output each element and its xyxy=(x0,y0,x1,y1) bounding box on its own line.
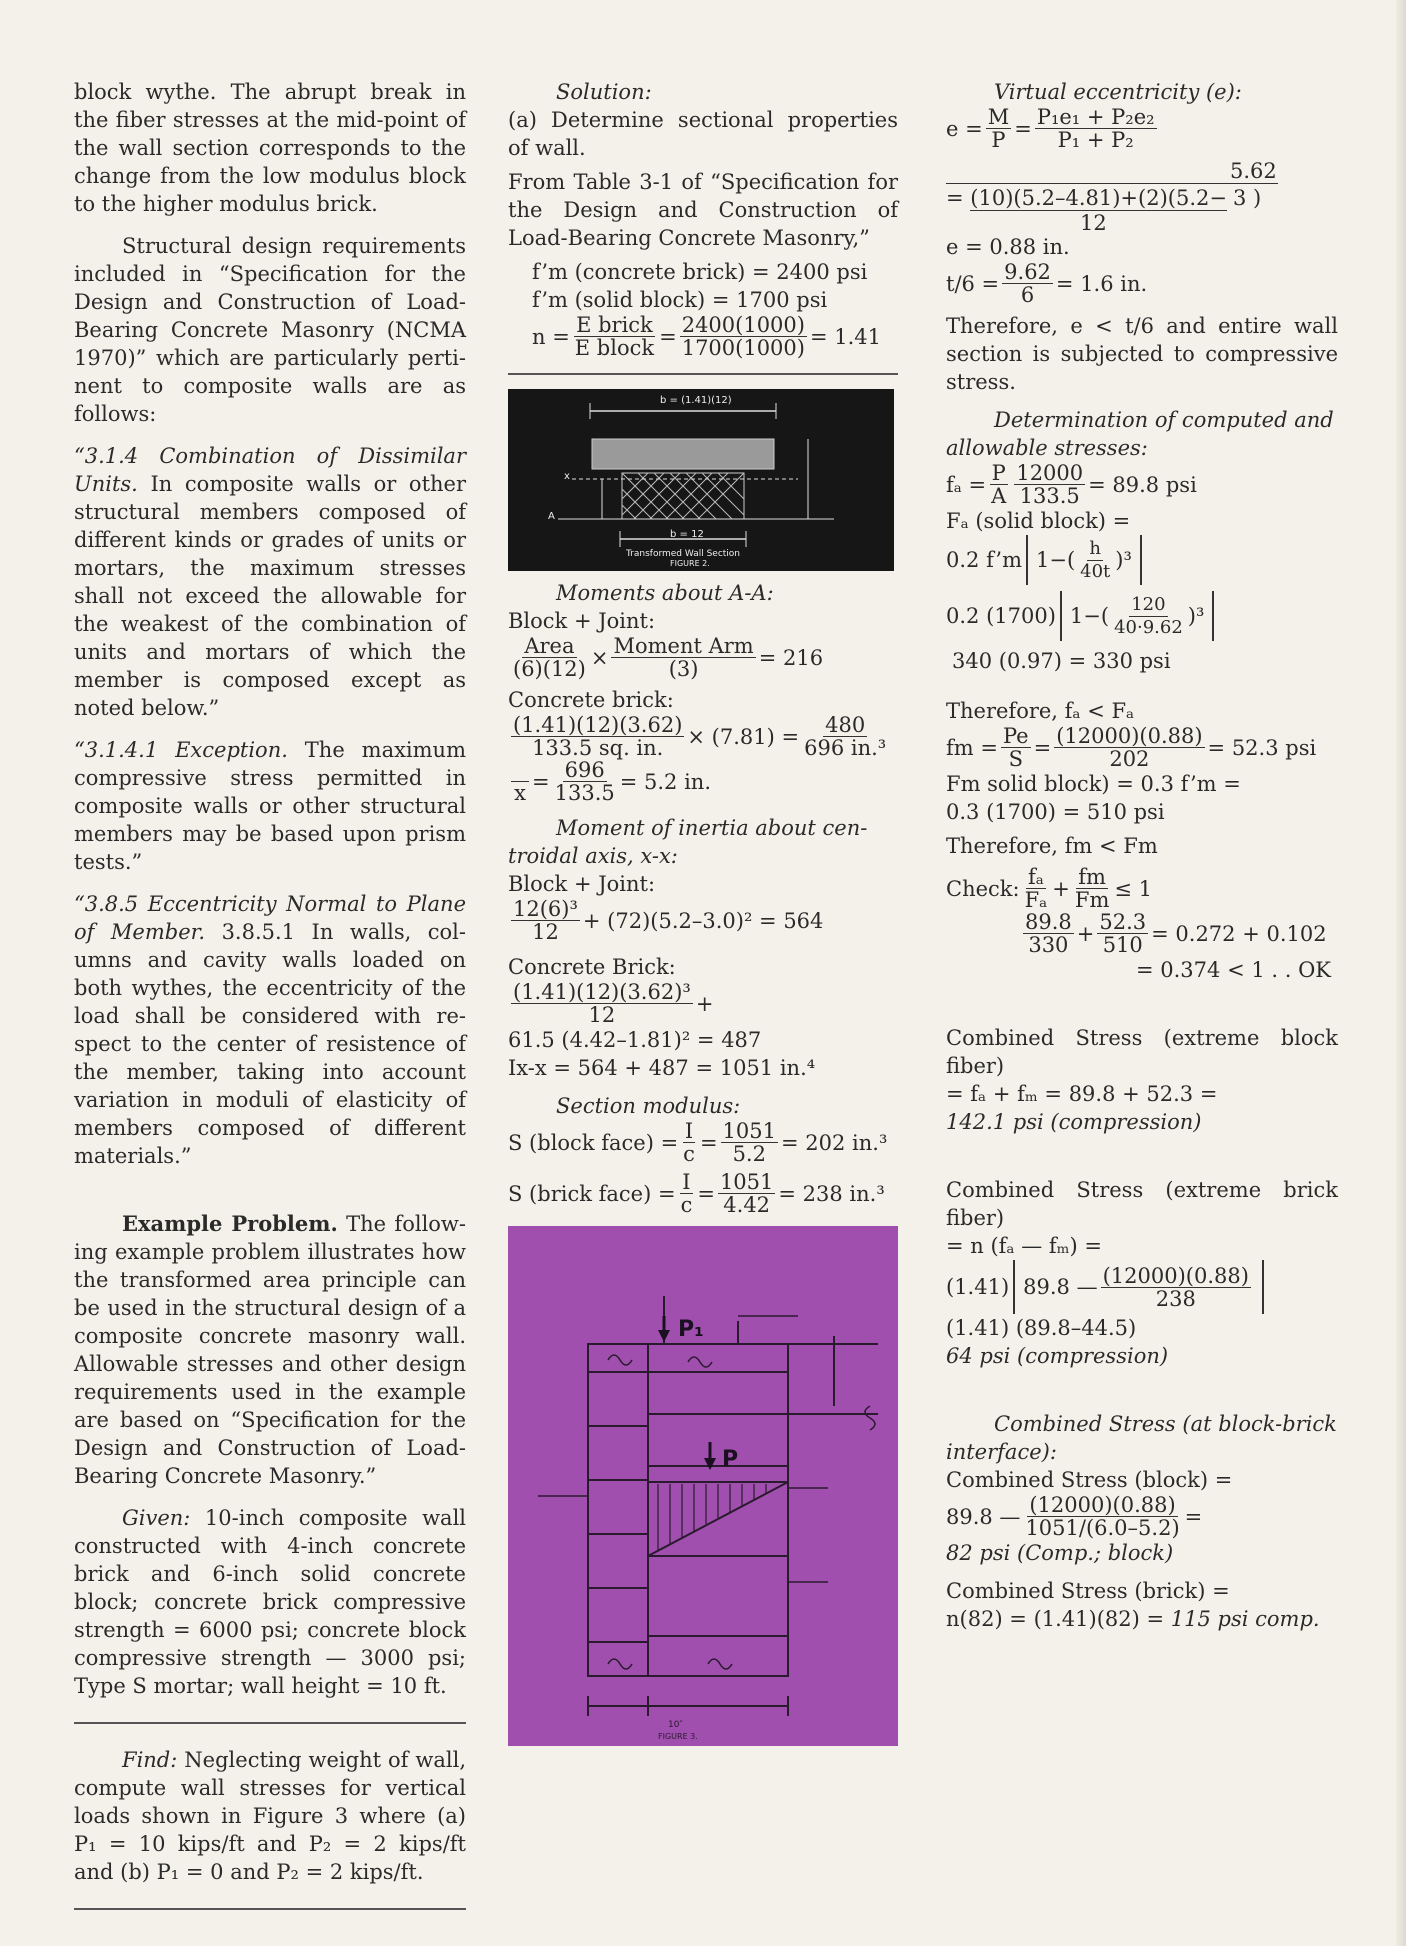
combined-stress-block-result: 82 psi (Comp.; block) xyxy=(946,1541,1174,1565)
example-title: Example Problem. xyxy=(122,1211,338,1236)
eq-text: = 238 in.³ xyxy=(778,1181,885,1206)
denominator: 12 xyxy=(532,920,559,944)
equation-n xyxy=(508,314,898,359)
eq-text: ≤ 1 xyxy=(1114,876,1152,901)
quote-body: The maximum compressive stress permitted in composite walls or other structural members may be based upon prism tests.” xyxy=(74,738,466,874)
denominator: P xyxy=(991,128,1006,152)
eq-text: = xyxy=(659,324,677,349)
denominator: S xyxy=(1008,747,1023,771)
eq-text: 0.2 (1700) xyxy=(946,604,1056,628)
denominator: 4.42 xyxy=(723,1193,771,1217)
denominator: 133.5 xyxy=(1019,484,1080,508)
step-a: (a) Determine sectional properties of wall. xyxy=(508,108,898,160)
eq-text: fₐ = xyxy=(946,472,987,497)
denominator: 1051/(6.0–5.2) xyxy=(1025,1516,1180,1540)
numerator: (1.41)(12)(3.62)³ xyxy=(513,980,691,1004)
equation-moment-block xyxy=(508,635,898,680)
numerator: Moment Arm xyxy=(613,634,754,658)
find-body: Neglecting weight of wall, compute wall stresses for vertical loads shown in Figure 3 where (a) P₁ = 10 kips/ft and P₂ = 2 kips/ft and (b) P₁ = 0 and P₂ = 2 kips/ft. xyxy=(74,1748,466,1884)
e-numerator-line: = (10)(5.2–4.81)+(2)(5.2− 3 ) xyxy=(946,183,1261,212)
example-problem xyxy=(74,1210,466,1490)
quote-3-1-4-1 xyxy=(74,736,466,876)
fraction xyxy=(511,981,693,1026)
fraction xyxy=(1073,866,1111,911)
column-2 xyxy=(508,78,898,1746)
final-result: 115 psi comp. xyxy=(1170,1607,1320,1631)
eq-text: n(82) = (1.41)(82) = xyxy=(946,1607,1171,1631)
equation-combined-brick xyxy=(946,1260,1338,1314)
numerator: 120 xyxy=(1131,593,1166,615)
denominator: A xyxy=(991,484,1007,508)
eq-text: )³ xyxy=(1115,548,1132,572)
denominator: 510 xyxy=(1102,933,1143,957)
numerator: 89.8 xyxy=(1025,910,1072,934)
figure-2-axis-a: A xyxy=(548,511,555,522)
fraction xyxy=(1023,911,1074,956)
figure-2-bottom-dim: b = 12 xyxy=(670,529,704,540)
eq-text: + xyxy=(1052,876,1070,901)
fraction xyxy=(511,714,684,759)
fraction xyxy=(1014,462,1085,507)
fraction xyxy=(1002,261,1053,306)
quote-3-1-4 xyxy=(74,442,466,722)
equation-Fa-1 xyxy=(946,535,1338,585)
denominator: 330 xyxy=(1028,933,1069,957)
given-body: 10-inch composite wall constructed with 4-inch concrete brick and 6-inch solid concrete block; concrete brick compressive strength = 6000 psi; concrete block compressive strength — 3000 psi; Type S mortar; wall height = 10 ft. xyxy=(74,1506,466,1698)
fm-block: f’m (solid block) = 1700 psi xyxy=(532,288,828,312)
figure-3-caption: FIGURE 3. xyxy=(658,1732,698,1741)
fraction xyxy=(1101,1265,1251,1310)
fraction xyxy=(681,1120,697,1165)
denominator: c xyxy=(680,1193,693,1217)
fraction xyxy=(511,759,529,804)
eq-text: = 0.272 + 0.102 xyxy=(1151,921,1327,946)
combined-stress-brick-heading: Combined Stress (extreme brick fiber) xyxy=(946,1178,1338,1230)
equation-fa xyxy=(946,462,1338,507)
numerator: (12000)(0.88) xyxy=(1029,1493,1176,1517)
numerator: 480 xyxy=(825,713,866,737)
Fm-line-1: Fm solid block) = 0.3 f’m = xyxy=(946,772,1241,796)
fraction xyxy=(679,1171,695,1216)
denominator: 5.2 xyxy=(732,1142,766,1166)
numerator: I xyxy=(682,1170,691,1194)
equation-s-block xyxy=(508,1120,898,1165)
denominator: 6 xyxy=(1020,283,1035,307)
equation-inertia-block xyxy=(508,898,898,943)
find-label: Find: xyxy=(122,1748,178,1772)
combined-stress-brick-result: 64 psi (compression) xyxy=(946,1344,1169,1368)
eq-text: 0.2 f’m xyxy=(946,548,1022,572)
e-close: ) xyxy=(1253,186,1262,210)
combined-stress-block-line: = fₐ + fₘ = 89.8 + 52.3 = xyxy=(946,1082,1218,1106)
divider xyxy=(74,1908,466,1910)
quote-body: 3.8.5.1 In walls, col-umns and cavity walls loaded on both wythes, the eccentricity of the load shall be considered with re-spect to the center of resistence of the member, taking into account variation in moduli of elasticity of members composed of different materials.” xyxy=(74,920,466,1168)
inertia-total: Ix-x = 564 + 487 = 1051 in.⁴ xyxy=(508,1056,816,1080)
eq-text: = 89.8 psi xyxy=(1088,472,1197,497)
eq-text: 1−( xyxy=(1069,604,1110,628)
therefore-fa: Therefore, fₐ < Fₐ xyxy=(946,699,1135,723)
fraction xyxy=(1023,1494,1181,1539)
eq-text: = 1.41 xyxy=(809,324,882,349)
eq-text: + xyxy=(695,991,714,1016)
combined-stress-interface-heading: Combined Stress (at block-brick interface): xyxy=(946,1412,1337,1464)
fraction xyxy=(1001,725,1031,770)
fraction xyxy=(680,314,807,359)
fraction xyxy=(1097,911,1148,956)
find xyxy=(74,1746,466,1886)
equation-fm xyxy=(946,725,1338,770)
eq-text: e = xyxy=(946,116,983,141)
divider xyxy=(74,1722,466,1724)
denominator: Fm xyxy=(1074,888,1110,912)
fraction xyxy=(611,635,755,680)
combined-stress-brick-label: Combined Stress (brick) = xyxy=(946,1579,1230,1603)
eq-text: S (block face) = xyxy=(508,1130,679,1155)
quote-3-8-5 xyxy=(74,890,466,1170)
equation-inertia-brick xyxy=(508,981,898,1026)
divider xyxy=(508,373,898,375)
fraction xyxy=(718,1171,775,1216)
eq-text: = xyxy=(699,1130,718,1155)
combined-stress-brick-final xyxy=(946,1605,1338,1633)
e-numerator: (10)(5.2–4.81)+(2)(5.2− xyxy=(970,186,1227,210)
numerator: M xyxy=(987,105,1010,129)
fraction xyxy=(1078,538,1112,583)
numerator: (12000)(0.88) xyxy=(1056,724,1203,748)
numerator: 9.62 xyxy=(1004,260,1051,284)
equation-Fa-2 xyxy=(946,591,1338,641)
equation-combined-interface xyxy=(946,1494,1338,1539)
fraction xyxy=(721,1120,778,1165)
block-joint-label: Block + Joint: xyxy=(508,872,656,896)
numerator: 52.3 xyxy=(1099,910,1147,934)
denominator: Fₐ xyxy=(1024,888,1048,912)
example-body: The follow-ing example problem illustrates how the transformed area principle can be used in the structural design of a composite concrete masonry wall. Allowable stresses and other design requirements used in the example are based on “Specification for the Design and Construction of Load-Bearing Concrete Masonry.” xyxy=(74,1212,466,1488)
figure-3-wall-loading xyxy=(508,1226,898,1746)
equation-moment-brick xyxy=(508,714,898,759)
denominator: 133.5 xyxy=(554,781,615,805)
Fa-result: 340 (0.97) = 330 psi xyxy=(952,649,1171,673)
eq-text: S (brick face) = xyxy=(508,1181,676,1206)
numerator: 12(6)³ xyxy=(513,897,578,921)
denominator: 12 xyxy=(588,1003,616,1027)
numerator: h xyxy=(1089,537,1101,559)
numerator: (12000)(0.88) xyxy=(1102,1263,1249,1288)
paragraph: block wythe. The abrupt break in the fiber stresses at the mid-point of the wall section corresponds to the change from the low modulus block to the higher modulus brick. xyxy=(74,80,466,216)
bracket xyxy=(1013,1260,1264,1314)
numerator: 1051 xyxy=(719,1170,774,1194)
moment-of-inertia-heading: Moment of inertia about cen-troidal axis, x-x: xyxy=(508,816,868,868)
numerator: (1.41)(12)(3.62) xyxy=(513,713,683,737)
numerator: 2400(1000) xyxy=(681,313,805,337)
eq-text: = xyxy=(1184,1504,1203,1529)
figure-3-load-p: P xyxy=(722,1447,739,1472)
denominator: c xyxy=(683,1142,695,1166)
numerator: fm xyxy=(1078,865,1106,889)
quote-body: In composite walls or other structural members composed of different kinds or grades of units or mortars, the maximum stresses shall not exceed the allowable for the weakest of the combination of units and mortars of which the member is composed except as noted below.” xyxy=(74,472,466,720)
eq-text: × (7.81) = xyxy=(687,724,800,749)
block-joint-label: Block + Joint: xyxy=(508,609,656,633)
eq-text: 89.8 — xyxy=(946,1504,1021,1529)
e-top-denominator: 3 xyxy=(1232,186,1247,210)
denominator: P₁ + P₂ xyxy=(1057,128,1134,152)
virtual-eccentricity-heading: Virtual eccentricity (e): xyxy=(994,80,1242,104)
section-modulus-heading: Section modulus: xyxy=(556,1094,741,1118)
column-1 xyxy=(74,78,466,1924)
combined-stress-block-label: Combined Stress (block) = xyxy=(946,1468,1233,1492)
numerator: P₁e₁ + P₂e₂ xyxy=(1036,105,1155,129)
denominator: (3) xyxy=(668,657,699,681)
equation-t6 xyxy=(946,261,1338,306)
fraction xyxy=(989,462,1008,507)
eq-text: = xyxy=(697,1181,715,1206)
table-reference: From Table 3-1 of “Specification for the Design and Construction of Load-Bearing Concrete Masonry,” xyxy=(508,170,898,250)
numerator: fₐ xyxy=(1027,865,1044,889)
combined-stress-brick-line: = n (fₐ — fₘ) = xyxy=(946,1234,1103,1258)
paragraph: Therefore, e < t/6 and entire wall section is subjected to compressive stress. xyxy=(946,314,1338,394)
concrete-brick-label: Concrete brick: xyxy=(508,688,674,712)
equation-e xyxy=(946,106,1338,151)
fraction xyxy=(553,759,617,804)
stresses-heading: Determination of computed and allowable stresses: xyxy=(946,408,1334,460)
bracket xyxy=(1060,591,1215,641)
numerator: Pe xyxy=(1002,724,1029,748)
denominator: 40t xyxy=(1080,560,1111,582)
denominator: x xyxy=(514,781,526,805)
combined-stress-block-heading: Combined Stress (extreme block fiber) xyxy=(946,1026,1338,1078)
denominator: (6)(12) xyxy=(513,657,586,681)
fraction xyxy=(511,898,580,943)
figure-2-top-dim: b = (1.41)(12) xyxy=(660,395,732,406)
denominator: 238 xyxy=(1155,1286,1196,1311)
eq-text: = 1.6 in. xyxy=(1055,271,1148,296)
denominator: 202 xyxy=(1109,747,1150,771)
eq-text: 89.8 — xyxy=(1023,1275,1098,1299)
solution-heading: Solution: xyxy=(556,80,652,104)
numerator: 696 xyxy=(564,758,605,782)
concrete-brick-label: Concrete Brick: xyxy=(508,955,676,979)
fraction xyxy=(802,714,888,759)
page-edge xyxy=(1396,0,1406,1946)
eq-text: 1−( xyxy=(1035,548,1076,572)
denominator: 40·9.62 xyxy=(1114,616,1183,638)
quote-title: “3.1.4.1 Exception. xyxy=(74,738,288,762)
fraction xyxy=(1035,106,1157,151)
denominator: 1700(1000) xyxy=(681,336,805,360)
fm-brick: f’m (concrete brick) = 2400 psi xyxy=(532,260,868,284)
fraction xyxy=(1112,594,1185,639)
therefore-fm: Therefore, fm < Fm xyxy=(946,834,1158,858)
e-value: e = 0.88 in. xyxy=(946,235,1070,259)
eq-text: = xyxy=(532,769,550,794)
figure-3-dimension: 10″ xyxy=(668,1720,683,1730)
combined-stress-brick-line-3: (1.41) (89.8–44.5) xyxy=(946,1316,1137,1340)
eq-text: × xyxy=(590,645,609,670)
figure-2-caption: Transformed Wall Section xyxy=(626,549,741,559)
denominator: 696 in.³ xyxy=(804,736,887,760)
eq-text: = 52.3 psi xyxy=(1207,735,1317,760)
figure-2-transformed-section xyxy=(508,389,894,571)
Fa-label: Fₐ (solid block) = xyxy=(946,509,1131,533)
numerator: Area xyxy=(524,634,575,658)
fraction xyxy=(573,314,656,359)
fraction xyxy=(1023,866,1050,911)
e-denominator: 12 xyxy=(1080,211,1107,235)
e-top-value: 5.62 xyxy=(1230,159,1277,183)
eq-text: (1.41) xyxy=(946,1275,1010,1299)
eq-text: Check: xyxy=(946,876,1020,901)
fraction xyxy=(511,635,588,680)
bracket xyxy=(1026,535,1142,585)
column-3 xyxy=(946,78,1338,1633)
equation-check xyxy=(946,866,1338,911)
eq-text: = xyxy=(1033,735,1052,760)
check-result: = 0.374 < 1 . . OK xyxy=(1136,958,1331,982)
equation-s-brick xyxy=(508,1171,898,1216)
eq-text: = xyxy=(1014,116,1032,141)
numerator: P xyxy=(991,461,1006,485)
numerator: 1051 xyxy=(722,1119,776,1143)
figure-2-axis-x: x xyxy=(564,471,570,482)
inertia-brick-term: 61.5 (4.42–1.81)² = 487 xyxy=(508,1028,762,1052)
denominator: E block xyxy=(574,336,655,360)
eq-text: = 5.2 in. xyxy=(619,769,711,794)
figure-3-load-p1: P₁ xyxy=(678,1317,704,1342)
numerator: 12000 xyxy=(1016,461,1084,485)
quote-title: “3.8.5 Eccentricity Normal to Plane of Member. xyxy=(74,892,466,944)
paragraph: Structural design requirements included in “Specification for the Design and Construction of Load-Bearing Concrete Masonry (NCMA 1970)” which are particularly perti-nent to composite walls are as follows: xyxy=(74,234,466,426)
equation-e-expanded xyxy=(946,157,1338,233)
eq-text: n = xyxy=(532,324,570,349)
eq-text: = 202 in.³ xyxy=(781,1130,888,1155)
equation-check-values xyxy=(946,911,1338,956)
given-label: Given: xyxy=(122,1506,191,1530)
numerator: I xyxy=(684,1119,694,1143)
Fm-line-2: 0.3 (1700) = 510 psi xyxy=(946,800,1165,824)
eq-text: fm = xyxy=(946,735,998,760)
fraction xyxy=(986,106,1012,151)
numerator: E brick xyxy=(576,313,653,337)
moments-heading: Moments about A-A: xyxy=(556,581,774,605)
given xyxy=(74,1504,466,1700)
combined-stress-block-result: 142.1 psi (compression) xyxy=(946,1110,1202,1134)
eq-text: + (72)(5.2–3.0)² = 564 xyxy=(582,908,824,933)
fraction xyxy=(1054,725,1204,770)
eq-text: t/6 = xyxy=(946,271,1000,296)
eq-text: )³ xyxy=(1187,604,1205,628)
eq-text: = 216 xyxy=(758,645,824,670)
figure-3-drawing xyxy=(508,1226,898,1746)
eq-text: + xyxy=(1076,921,1095,946)
denominator: 133.5 sq. in. xyxy=(532,736,664,760)
equation-centroid xyxy=(508,759,898,804)
figure-2-label: FIGURE 2. xyxy=(670,559,710,568)
quote-title: “3.1.4 Combination of Dissimilar Units. xyxy=(74,444,466,496)
numerator xyxy=(511,759,529,782)
